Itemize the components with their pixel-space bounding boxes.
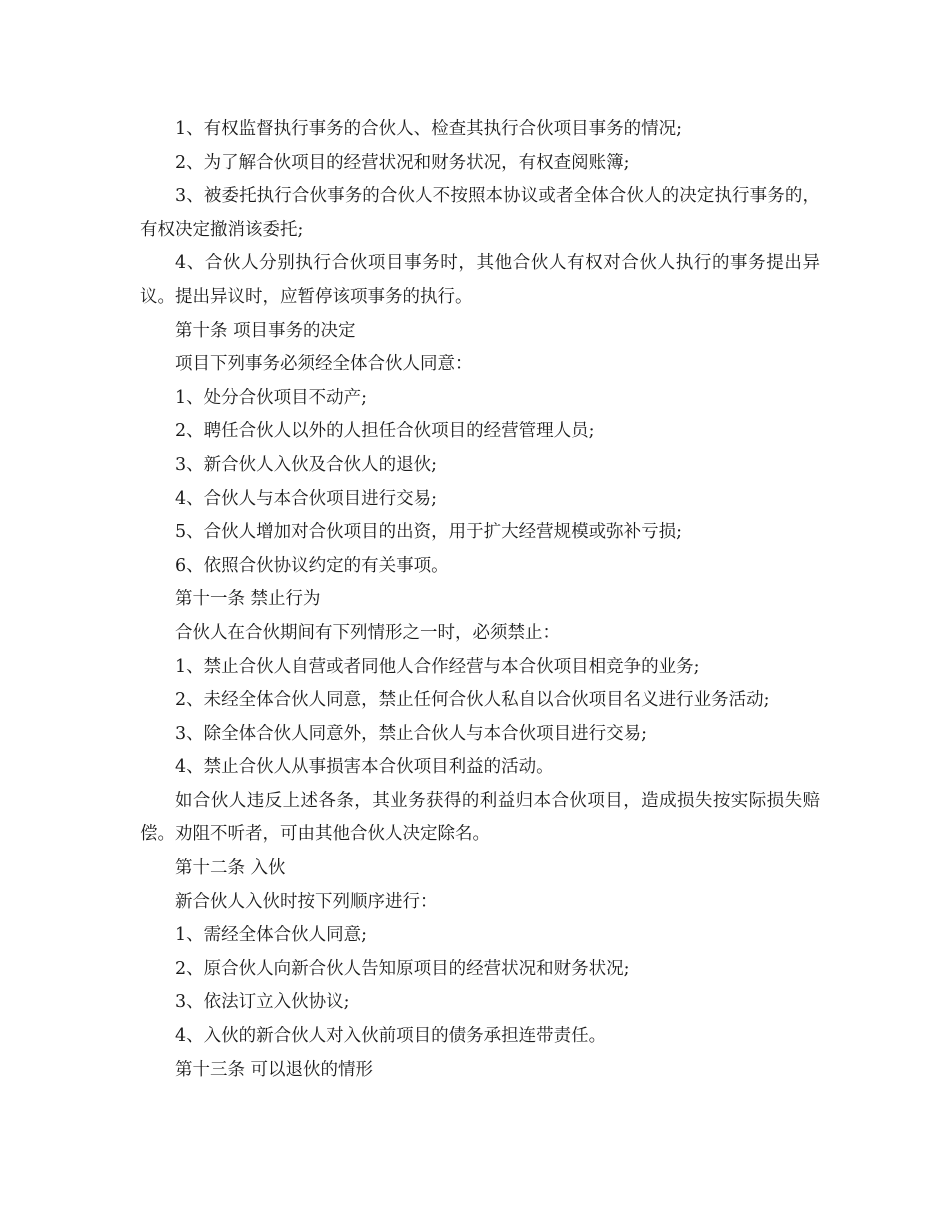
article-11-item-2: 2、未经全体合伙人同意，禁止任何合伙人私自以合伙项目名义进行业务活动; xyxy=(175,690,770,711)
article-12-item-3: 3、依法订立入伙协议; xyxy=(175,992,350,1013)
article-10-item-2: 2、聘任合伙人以外的人担任合伙项目的经营管理人员; xyxy=(175,421,595,442)
paragraph-rights-objection: 4、合伙人分别执行合伙项目事务时，其他合伙人有权对合伙人执行的事务提出异议。提出异议时，应暂停该项事务的执行。 xyxy=(140,253,820,307)
paragraph-rights-supervise: 1、有权监督执行事务的合伙人、检查其执行合伙项目事务的情况; xyxy=(175,119,683,139)
article-11-item-3: 3、除全体合伙人同意外，禁止合伙人与本合伙项目进行交易; xyxy=(175,723,648,744)
article-10-intro: 项目下列事务必须经全体合伙人同意： xyxy=(175,354,473,375)
article-10-heading: 第十条 项目事务的决定 xyxy=(175,320,356,341)
article-12-item-2: 2、原合伙人向新合伙人告知原项目的经营状况和财务状况; xyxy=(175,958,630,979)
article-11-item-1: 1、禁止合伙人自营或者同他人合作经营与本合伙项目相竞争的业务; xyxy=(175,656,700,677)
article-10-item-4: 4、合伙人与本合伙项目进行交易; xyxy=(175,488,438,509)
article-10-item-1: 1、处分合伙项目不动产; xyxy=(175,387,368,408)
paragraph-rights-revoke: 3、被委托执行合伙事务的合伙人不按照本协议或者全体合伙人的决定执行事务的，有权决定撤消该委托; xyxy=(140,186,820,240)
article-10-item-5: 5、合伙人增加对合伙项目的出资，用于扩大经营规模或弥补亏损; xyxy=(175,522,683,543)
article-12-item-4: 4、入伙的新合伙人对入伙前项目的债务承担连带责任。 xyxy=(175,1026,607,1047)
article-12-item-1: 1、需经全体合伙人同意; xyxy=(175,925,368,946)
article-10-item-3: 3、新合伙人入伙及合伙人的退伙; xyxy=(175,454,438,475)
article-12-heading: 第十二条 入伙 xyxy=(175,858,286,879)
article-12-intro: 新合伙人入伙时按下列顺序进行： xyxy=(175,891,438,912)
document-body xyxy=(140,113,820,1087)
article-11-penalty: 如合伙人违反上述各条，其业务获得的利益归本合伙项目，造成损失按实际损失赔偿。劝阻不听者，可由其他合伙人决定除名。 xyxy=(140,790,820,845)
article-10-item-6: 6、依照合伙协议约定的有关事项。 xyxy=(175,555,449,576)
article-13-heading: 第十三条 可以退伙的情形 xyxy=(175,1059,374,1080)
article-11-intro: 合伙人在合伙期间有下列情形之一时，必须禁止： xyxy=(175,622,560,643)
paragraph-rights-books: 2、为了解合伙项目的经营状况和财务状况，有权查阅账簿; xyxy=(175,152,630,173)
article-11-heading: 第十一条 禁止行为 xyxy=(175,589,321,610)
article-11-item-4: 4、禁止合伙人从事损害本合伙项目利益的活动。 xyxy=(175,757,554,778)
